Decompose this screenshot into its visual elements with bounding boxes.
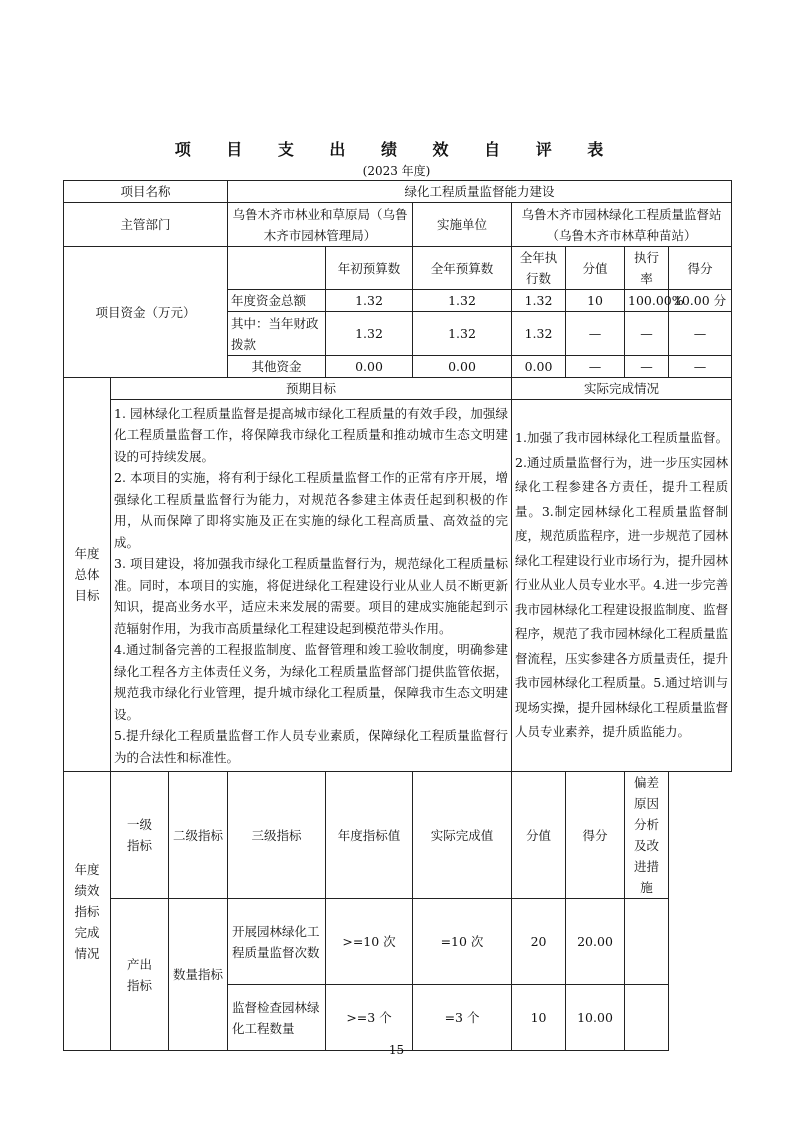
funds-header: 年初预算数 bbox=[326, 247, 413, 290]
indicators-label: 年度绩效指标完成情况 bbox=[64, 772, 111, 1051]
funds-cell: 100.00% bbox=[625, 290, 669, 312]
funds-cell: 1.32 bbox=[512, 290, 566, 312]
page-title: 项 目 支 出 绩 效 自 评 表 bbox=[174, 140, 619, 159]
funds-cell: — bbox=[566, 356, 625, 378]
level3-indicator: 监督检查园林绿化工程数量 bbox=[228, 985, 326, 1051]
funds-row-name: 其他资金 bbox=[228, 356, 326, 378]
indicator-score: 10 bbox=[512, 985, 566, 1051]
indicator-header: 得分 bbox=[566, 772, 625, 899]
funds-cell: 1.32 bbox=[413, 290, 512, 312]
actual-completion-header: 实际完成情况 bbox=[512, 378, 732, 400]
indicator-target: >=10 次 bbox=[326, 899, 413, 985]
funds-label: 项目资金（万元） bbox=[64, 247, 228, 378]
level1-indicator: 产出指标 bbox=[111, 899, 169, 1051]
funds-cell: 0.00 bbox=[413, 356, 512, 378]
performance-table bbox=[63, 180, 732, 1051]
indicator-got: 20.00 bbox=[566, 899, 625, 985]
funds-cell: — bbox=[669, 312, 732, 356]
actual-completion-paragraph: 1.加强了我市园林绿化工程质量监督。2.通过质量监督行为，进一步压实园林绿化工程参建各方责任，提升工程质量。3.制定园林绿化工程质量监督制度，规范质监程序，进一步规范了园林绿化工程建设行业市场行为，提升园林行业从业人员专业水平。4.进一步完善我市园林绿化工程建设报监制度、监督程序，规范了我市园林绿化工程质量监督流程，压实参建各方质量责任，提升我市园林绿化工程质量。5.通过培训与现场实操，提升园林绿化工程质量监督人员专业素养，提升质监能力。 bbox=[515, 430, 729, 740]
goal-item: 4.通过制备完善的工程报监制度、监督管理和竣工验收制度，明确参建绿化工程各方主体责任义务，为绿化工程质量监督部门提供监管依据，规范我市绿化行业管理，提升城市绿化工程质量，保障我市生态文明建设。 bbox=[114, 642, 509, 722]
goal-item: 5.提升绿化工程质量监督工作人员专业素质，保障绿化工程质量监督行为的合法性和标准性。 bbox=[114, 728, 509, 765]
indicator-header: 实际完成值 bbox=[413, 772, 512, 899]
funds-cell: 1.32 bbox=[326, 290, 413, 312]
goal-item: 3. 项目建设，将加强我市绿化工程质量监督行为，规范绿化工程质量标准。同时，本项目的实施，将促进绿化工程建设行业从业人员不断更新知识，提高业务水平，适应未来发展的需要。项目的建成实施能起到示范辐射作用，为我市高质量绿化工程建设起到模范带头作用。 bbox=[114, 556, 509, 636]
indicator-header: 一级指标 bbox=[111, 772, 169, 899]
funds-cell: 0.00 bbox=[512, 356, 566, 378]
funds-row-name: 年度资金总额 bbox=[228, 290, 326, 312]
level2-indicator: 数量指标 bbox=[169, 899, 228, 1051]
funds-header: 得分 bbox=[669, 247, 732, 290]
indicator-header: 二级指标 bbox=[169, 772, 228, 899]
indicator-got: 10.00 bbox=[566, 985, 625, 1051]
funds-cell: 1.32 bbox=[326, 312, 413, 356]
level3-indicator: 开展园林绿化工程质量监督次数 bbox=[228, 899, 326, 985]
funds-header-blank bbox=[228, 247, 326, 290]
funds-header: 全年执行数 bbox=[512, 247, 566, 290]
funds-row-name: 其中：当年财政拨款 bbox=[228, 312, 326, 356]
funds-header: 执行率 bbox=[625, 247, 669, 290]
page-number: 15 bbox=[388, 1043, 405, 1057]
funds-cell: 1.32 bbox=[512, 312, 566, 356]
impl-unit-value: 乌鲁木齐市园林绿化工程质量监督站（乌鲁木齐市林草种苗站） bbox=[512, 203, 732, 247]
indicator-actual: =3 个 bbox=[413, 985, 512, 1051]
indicator-target: >=3 个 bbox=[326, 985, 413, 1051]
funds-cell: 1.32 bbox=[413, 312, 512, 356]
funds-cell: — bbox=[625, 356, 669, 378]
funds-header: 全年预算数 bbox=[413, 247, 512, 290]
expected-goals-header: 预期目标 bbox=[111, 378, 512, 400]
annual-goals-label: 年度总体目标 bbox=[64, 378, 111, 772]
goal-item: 2. 本项目的实施，将有利于绿化工程质量监督工作的正常有序开展，增强绿化工程质量监督行为能力，对规范各参建主体责任起到积极的作用，从而保障了即将实施及正在实施的绿化工程高质量、高效益的完成。 bbox=[114, 470, 509, 550]
funds-cell: — bbox=[625, 312, 669, 356]
indicator-actual: =10 次 bbox=[413, 899, 512, 985]
funds-cell: — bbox=[669, 356, 732, 378]
indicator-note bbox=[625, 899, 669, 985]
funds-header: 分值 bbox=[566, 247, 625, 290]
indicator-score: 20 bbox=[512, 899, 566, 985]
goal-item: 1. 园林绿化工程质量监督是提高城市绿化工程质量的有效手段，加强绿化工程质量监督工作，将保障我市绿化工程质量和推动城市生态文明建设的可持续发展。 bbox=[114, 405, 509, 464]
indicator-note bbox=[625, 985, 669, 1051]
indicator-header: 偏差原因分析及改进措施 bbox=[625, 772, 669, 899]
actual-completion-text bbox=[512, 400, 732, 772]
funds-cell: 10 bbox=[566, 290, 625, 312]
indicator-header: 年度指标值 bbox=[326, 772, 413, 899]
funds-cell: — bbox=[566, 312, 625, 356]
indicator-header: 三级指标 bbox=[228, 772, 326, 899]
year-subtitle: (2023 年度) bbox=[362, 164, 431, 178]
dept-label: 主管部门 bbox=[64, 203, 228, 247]
impl-unit-label: 实施单位 bbox=[413, 203, 512, 247]
project-name-value: 绿化工程质量监督能力建设 bbox=[228, 181, 732, 203]
indicator-header: 分值 bbox=[512, 772, 566, 899]
dept-value: 乌鲁木齐市林业和草原局（乌鲁木齐市园林管理局） bbox=[228, 203, 413, 247]
funds-cell: 0.00 bbox=[326, 356, 413, 378]
funds-cell: 10.00 分 bbox=[669, 290, 732, 312]
expected-goals-text bbox=[111, 400, 512, 772]
project-name-label: 项目名称 bbox=[64, 181, 228, 203]
